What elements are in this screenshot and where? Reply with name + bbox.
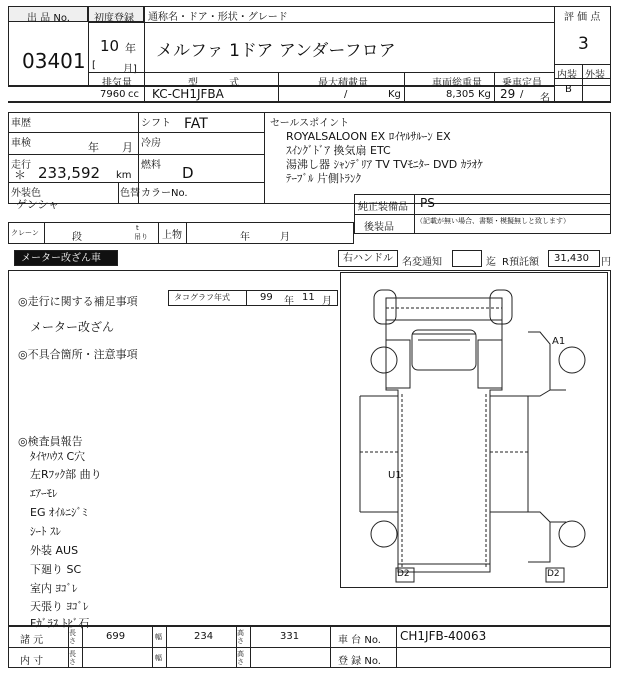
r-deposit: 31,430	[554, 253, 589, 264]
crane-label: クレーン	[11, 229, 39, 237]
length-label: 長さ	[69, 629, 76, 645]
reg-label: 登 録 No.	[338, 656, 381, 667]
capacity-unit: 名	[540, 93, 550, 104]
mileage-prefix: ＊	[14, 168, 27, 182]
inner-length-label: 長さ	[69, 650, 76, 666]
gross-weight: 8,305	[446, 89, 475, 100]
inspector-line: 外装 AUS	[30, 544, 79, 557]
inspector-line: ｼｰﾄ ｽﾚ	[30, 525, 61, 538]
defects-label: ◎不具合箇所・注意事項	[18, 348, 138, 361]
shift: FAT	[184, 116, 208, 132]
mileage-label: 走行	[11, 160, 31, 171]
displacement-label: 排気量	[102, 78, 132, 89]
meter-tampered-text: メーター改ざん車	[21, 253, 101, 264]
capacity-slash: /	[520, 89, 524, 100]
inspector-line: EG ｵｲﾙﾆｼﾞﾐ	[30, 506, 88, 519]
type: KC-CH1JFBA	[152, 87, 224, 101]
chassis: CH1JFB-40063	[400, 629, 487, 643]
inner-label: 内 寸	[20, 656, 44, 667]
inspector-line: 室内 ﾖｺﾞﾚ	[30, 582, 78, 595]
windshield	[412, 330, 476, 370]
inspector-line: ｴｱｰﾓﾚ	[30, 487, 58, 500]
inspector-line: Fｶﾞﾗｽ ﾄﾋﾞ石	[30, 617, 90, 630]
displacement: 7960	[100, 89, 126, 100]
first-reg-year: 10	[100, 37, 120, 55]
lot-no: 03401	[22, 49, 86, 73]
rear-door-outline	[478, 340, 502, 388]
diagram-mark-u1: U1	[388, 470, 402, 481]
driving-note: メーター改ざん	[30, 320, 115, 334]
sales-point-line: 湯沸し器 ｼｬﾝﾃﾞﾘｱ TV TVﾓﾆﾀｰ DVD ｶﾗｵｹ	[286, 158, 483, 171]
lot-no-label: 出 品 No.	[27, 13, 70, 24]
diagram-mark-a1: A1	[552, 336, 566, 347]
grade: 3	[578, 34, 589, 54]
inspection-month: 月	[122, 141, 133, 154]
fuel: D	[182, 164, 194, 182]
tachograph-month-unit: 月	[322, 296, 332, 307]
chassis-label: 車 台 No.	[338, 635, 381, 646]
inspection-year: 年	[88, 141, 99, 154]
history-label: 車歴	[11, 118, 31, 129]
inspector-line: 左Rﾌｯｸ部 曲り	[30, 468, 102, 481]
name-change-label: 名変通知	[402, 257, 442, 268]
tachograph-month: 11	[302, 292, 315, 303]
aftermarket-note: （記載が無い場合、書類・模擬無しと致します）	[416, 217, 570, 225]
crane-tsuri: 吊り	[134, 233, 148, 241]
sales-point-line: ROYALSALOON EX ﾛｲﾔﾙｻﾙｰﾝ EX	[286, 130, 451, 143]
upper-year: 年	[240, 232, 250, 243]
upper-month: 月	[280, 232, 290, 243]
sales-point-line: ﾃｰﾌﾞﾙ 片側ﾄﾗﾝｸ	[286, 172, 361, 185]
wheel-rear-right-icon	[559, 521, 585, 547]
grade-label: 評 価 点	[564, 12, 601, 23]
mileage: 233,592	[38, 164, 101, 182]
max-load-unit: Kg	[388, 89, 401, 100]
first-reg-label: 初度登録	[94, 13, 134, 24]
max-load-slash: /	[344, 89, 348, 100]
meter-tampered-badge	[14, 250, 118, 266]
width: 234	[194, 631, 214, 642]
tachograph-label: タコグラフ年式	[174, 293, 230, 302]
diagram-mark-d2-left: D2	[397, 569, 410, 579]
height: 331	[280, 631, 300, 642]
sales-point-line: ｽｲﾝｸﾞﾄﾞｱ 換気扇 ETC	[286, 144, 391, 157]
auction-sheet	[8, 6, 611, 668]
inspector-line: 天張り ﾖｺﾞﾚ	[30, 600, 89, 613]
inner-width-label: 幅	[155, 654, 162, 662]
wheel-front-left-icon	[371, 347, 397, 373]
height-label: 高さ	[237, 629, 244, 645]
inner-height-label: 高さ	[237, 650, 244, 666]
interior-grade: B	[565, 84, 572, 95]
width-label: 幅	[155, 633, 162, 641]
left-mirror-icon	[374, 290, 396, 324]
model-name: メルファ 1ドア アンダーフロア	[156, 41, 396, 61]
door-outline	[386, 340, 410, 388]
specs-frame	[8, 6, 554, 102]
driving-label: ◎走行に関する補足事項	[18, 295, 138, 308]
inspection-label: 車検	[11, 138, 31, 149]
exterior-label: 外装	[585, 70, 605, 81]
genuine-label: 純正装備品	[358, 202, 408, 213]
first-reg-year-unit: 年	[125, 42, 136, 55]
upper-label: 上物	[162, 230, 182, 241]
interior-label: 内装	[557, 70, 577, 81]
crane-dan: 段	[72, 232, 82, 243]
ext-color-label: 外装色	[11, 188, 41, 199]
gross-weight-unit: Kg	[478, 89, 491, 100]
mileage-unit: km	[116, 170, 132, 181]
model-name-label: 通称名・ドア・形状・グレード	[148, 12, 288, 23]
length: 699	[106, 631, 126, 642]
r-deposit-unit: 円	[601, 257, 611, 268]
tachograph-year-unit: 年	[284, 296, 294, 307]
sales-points-label: セールスポイント	[270, 118, 350, 129]
type-label: 型 式	[188, 78, 254, 89]
body-outline	[386, 320, 502, 572]
displacement-unit: cc	[128, 89, 139, 100]
genuine: PS	[420, 196, 435, 210]
ac-label: 冷房	[141, 138, 161, 149]
right-hand-label: 右ハンドル	[343, 253, 393, 264]
roof-outline	[386, 298, 502, 320]
vehicle-diagram	[340, 272, 608, 588]
name-change-box	[452, 250, 482, 267]
shift-label: シフト	[141, 118, 171, 129]
tachograph-year: 99	[260, 292, 273, 303]
fuel-label: 燃料	[141, 160, 161, 171]
capacity: 29	[500, 87, 516, 101]
kei-label: 迄	[486, 257, 496, 268]
aftermarket-label: 後装品	[364, 222, 394, 233]
capacity-label: 乗車定員	[502, 78, 542, 89]
diagram-mark-d2-right: D2	[547, 569, 560, 579]
color-no-label: カラーNo.	[141, 188, 188, 199]
inspector-label: ◎検査員報告	[18, 435, 83, 448]
max-load-label: 最大積載量	[318, 78, 368, 89]
color-change-label: 色替	[120, 188, 140, 199]
right-hand-box	[338, 250, 398, 267]
wheel-rear-left-icon	[371, 521, 397, 547]
r-deposit-label: R預託額	[502, 257, 539, 268]
first-reg-month-unit: 月]	[123, 64, 137, 75]
crane-t: t	[136, 224, 139, 232]
first-reg-bracket: [	[92, 60, 96, 71]
gross-weight-label: 車両総重量	[432, 78, 482, 89]
inspector-line: ﾀｲﾔﾊｳｽ C穴	[30, 450, 86, 463]
wheel-front-right-icon	[559, 347, 585, 373]
dims-label: 諸 元	[20, 635, 44, 646]
right-mirror-icon	[490, 290, 512, 324]
inspector-line: 下廻り SC	[30, 563, 82, 576]
ext-color: ゲンシャ	[16, 198, 60, 211]
